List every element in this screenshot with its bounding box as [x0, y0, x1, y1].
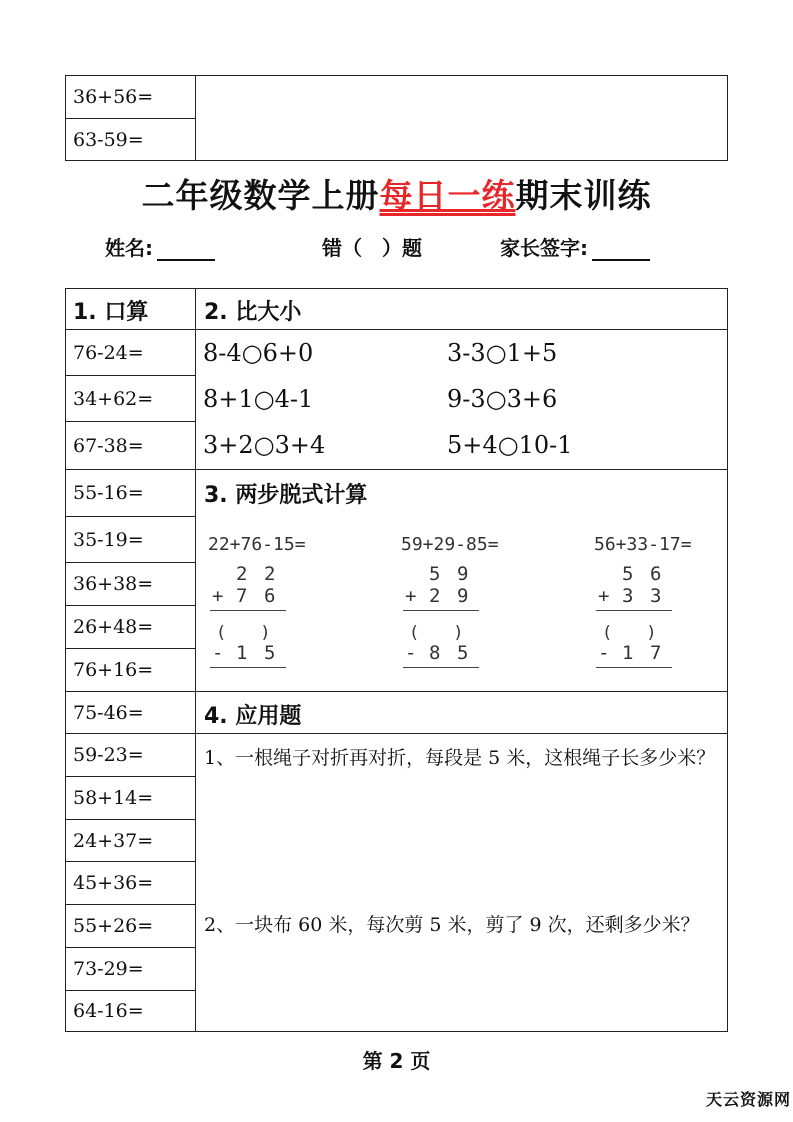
calc-digit: 6 — [650, 563, 662, 585]
name-blank[interactable] — [157, 239, 215, 261]
calc-expression: 59+29-85= — [401, 534, 499, 555]
page-number: 第 2 页 — [362, 1049, 431, 1073]
oral-text: 76+16= — [73, 659, 154, 681]
calc-digit: 9 — [457, 585, 469, 607]
calc-digit: 5 — [264, 642, 276, 664]
title-part2: 期末训练 — [515, 176, 652, 215]
calc-line — [210, 667, 286, 668]
calc-paren: ( ) — [602, 623, 657, 643]
oral-row — [65, 733, 196, 777]
oral-text: 75-46= — [73, 701, 144, 724]
section2-title: 2. 比大小 — [204, 300, 302, 325]
calc-digit: 5 — [457, 642, 469, 664]
compare-item: 5+4○10-1 — [447, 431, 573, 459]
oral-text: 24+37= — [73, 829, 154, 852]
top-answer-box — [195, 75, 728, 161]
calc-op: - — [598, 642, 610, 664]
calc-digit: 7 — [236, 585, 248, 607]
calc-digit: 9 — [457, 563, 469, 585]
parent-label: 家长签字: — [500, 236, 588, 260]
calc-digit: 7 — [650, 642, 662, 664]
oral-row — [65, 947, 196, 991]
calc-op: + — [598, 585, 610, 607]
oral-text: 55-16= — [73, 482, 144, 504]
title-part1: 二年级数学上册 — [141, 176, 380, 215]
calc-line — [210, 610, 286, 611]
parent-signature-field — [500, 232, 650, 261]
calc-digit: 3 — [650, 585, 662, 607]
calc-line — [596, 667, 672, 668]
oral-row — [65, 516, 196, 563]
top-row-1 — [65, 75, 196, 119]
calc-digit: 5 — [429, 563, 441, 585]
section4-title: 4. 应用题 — [204, 704, 302, 729]
page-title — [0, 170, 793, 217]
calc-line — [596, 610, 672, 611]
calc-digit: 2 — [429, 585, 441, 607]
oral-text: 45+36= — [73, 872, 154, 894]
title-highlight: 每日一练 — [379, 176, 516, 215]
calc-digit: 1 — [236, 642, 248, 664]
calc-digit: 5 — [622, 563, 634, 585]
compare-item: 3+2○3+4 — [203, 431, 326, 459]
section1-title: 1. 口算 — [73, 300, 149, 325]
oral-text: 64-16= — [73, 1000, 144, 1022]
name-label: 姓名: — [105, 236, 153, 260]
calc-paren: ( ) — [216, 623, 271, 643]
oral-row — [65, 990, 196, 1032]
calc-op: - — [212, 642, 224, 664]
calc-digit: 6 — [264, 585, 276, 607]
compare-item: 8-4○6+0 — [203, 339, 314, 367]
compare-item: 3-3○1+5 — [447, 339, 558, 367]
oral-text: 76-24= — [73, 341, 144, 364]
oral-text: 73-29= — [73, 958, 144, 980]
calc-op: + — [405, 585, 417, 607]
calc-digit: 2 — [236, 563, 248, 585]
calc-digit: 3 — [622, 585, 634, 607]
calc-expression: 22+76-15= — [208, 534, 306, 555]
oral-text: 34+62= — [73, 387, 154, 410]
oral-text: 35-19= — [73, 528, 144, 551]
compare-item: 8+1○4-1 — [203, 385, 314, 413]
section3-title: 3. 两步脱式计算 — [204, 483, 368, 508]
oral-row — [65, 421, 196, 470]
watermark: 天云资源网 — [705, 1090, 791, 1109]
calc-digit: 1 — [622, 642, 634, 664]
oral-text: 36+38= — [73, 573, 154, 595]
oral-row — [65, 819, 196, 862]
word-problem-2: 2、一块布 60 米，每次剪 5 米，剪了 9 次，还剩多少米？ — [204, 914, 700, 936]
oral-text: 59-23= — [73, 744, 144, 766]
oral-row — [65, 648, 196, 692]
oral-row — [65, 691, 196, 734]
oral-row — [65, 469, 196, 517]
calc-op: - — [405, 642, 417, 664]
top-row-2 — [65, 118, 196, 161]
oral-row — [65, 776, 196, 820]
calc-digit: 8 — [429, 642, 441, 664]
oral-row — [65, 375, 196, 422]
name-field — [105, 232, 215, 261]
calc-line — [403, 667, 479, 668]
oral-text: 58+14= — [73, 787, 154, 809]
compare-item: 9-3○3+6 — [447, 385, 558, 413]
oral-text: 67-38= — [73, 434, 144, 457]
oral-row — [65, 861, 196, 905]
oral-row — [65, 562, 196, 606]
calc-digit: 2 — [264, 563, 276, 585]
oral-row — [65, 329, 196, 376]
oral-row — [65, 904, 196, 948]
calc-paren: ( ) — [409, 623, 464, 643]
parent-blank[interactable] — [592, 239, 650, 261]
top-row-2-text: 63-59= — [73, 128, 144, 151]
error-count — [322, 232, 422, 261]
error-label: 错（ ）题 — [322, 236, 422, 260]
oral-row — [65, 605, 196, 649]
oral-text: 55+26= — [73, 915, 154, 937]
calc-expression: 56+33-17= — [594, 534, 692, 555]
word-problem-1: 1、一根绳子对折再对折，每段是 5 米，这根绳子长多少米？ — [204, 747, 716, 769]
calc-line — [403, 610, 479, 611]
oral-text: 26+48= — [73, 616, 154, 638]
calc-op: + — [212, 585, 224, 607]
top-row-1-text: 36+56= — [73, 86, 154, 108]
